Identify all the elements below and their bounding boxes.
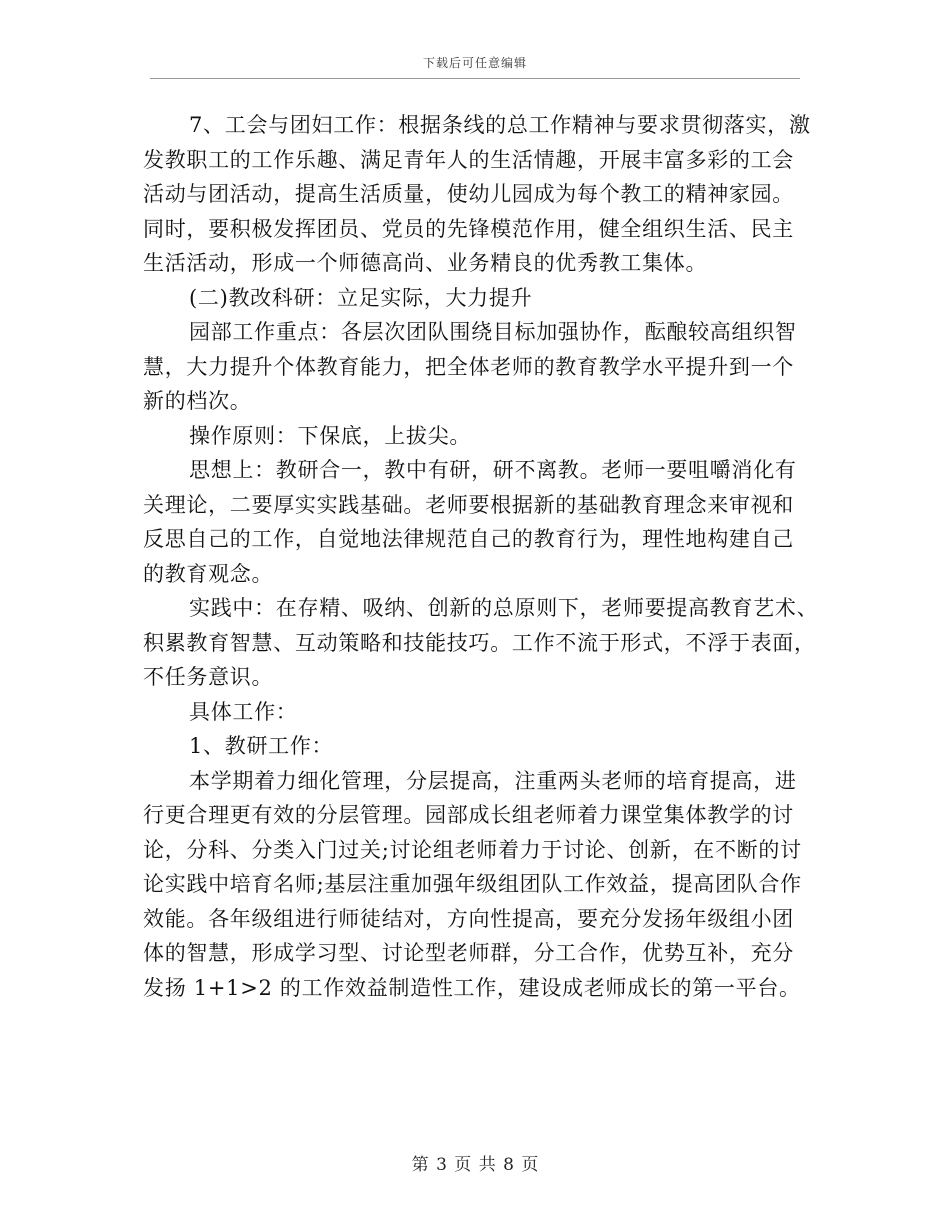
page-footer: 第 3 页 共 8 页	[411, 1155, 539, 1175]
paragraph	[143, 108, 811, 281]
text-line: 同时，要积极发挥团员、党员的先锋模范作用，健全组织生活、民主	[143, 216, 794, 241]
paragraph	[143, 315, 811, 419]
header-rule	[150, 78, 800, 79]
text-line: 行更合理更有效的分层管理。园部成长组老师着力课堂集体教学的讨	[143, 803, 794, 827]
text-line: 效能。各年级组进行师徒结对，方向性提高，要充分发扬年级组小团	[143, 906, 794, 931]
paragraph	[143, 695, 811, 730]
paragraph	[143, 419, 811, 454]
text-line: 生活活动，形成一个师德高尚、业务精良的优秀教工集体。	[143, 251, 708, 275]
text-line: 具体工作：	[189, 699, 298, 724]
text-line: 本学期着力细化管理，分层提高，注重两头老师的培育提高，进	[189, 768, 797, 793]
text-line: 慧，大力提升个体教育能力，把全体老师的教育教学水平提升到一个	[143, 354, 794, 379]
text-line: (二)教改科研：立足实际，大力提升	[189, 285, 533, 310]
text-line: 实践中：在存精、吸纳、创新的总原则下，老师要提高教育艺术、	[189, 596, 819, 620]
text-line: 7、工会与团妇工作：根据条线的总工作精神与要求贯彻落实，激	[189, 113, 811, 137]
paragraph	[143, 281, 811, 316]
text-line: 的教育观念。	[143, 561, 274, 586]
text-line: 活动与团活动，提高生活质量，使幼儿园成为每个教工的精神家园。	[143, 182, 794, 206]
text-line: 发扬 1+1>2 的工作效益制造性工作，建设成老师成长的第一平台。	[143, 975, 801, 1000]
text-line: 反思自己的工作，自觉地法律规范自己的教育行为，理性地构建自己	[143, 527, 794, 551]
document-body	[143, 108, 819, 1005]
text-line: 新的档次。	[143, 389, 252, 413]
text-line: 1、教研工作：	[189, 734, 334, 758]
text-line: 论，分科、分类入门过关;讨论组老师着力于讨论、创新，在不断的讨	[143, 837, 802, 862]
text-line: 不任务意识。	[143, 665, 274, 689]
text-line: 操作原则：下保底，上拔尖。	[189, 423, 472, 448]
text-line: 发教职工的工作乐趣、满足青年人的生活情趣，开展丰富多彩的工会	[143, 147, 794, 172]
paragraph	[143, 764, 811, 1006]
paragraph	[143, 591, 819, 695]
text-line: 思想上：教研合一，教中有研，研不离教。老师一要咀嚼消化有	[189, 458, 797, 482]
text-line: 园部工作重点：各层次团队围绕目标加强协作，酝酿较高组织智	[189, 320, 797, 344]
text-line: 体的智慧，形成学习型、讨论型老师群，分工合作，优势互补，充分	[143, 941, 794, 965]
page-header: 下载后可任意编辑	[422, 56, 527, 70]
text-line: 论实践中培育名师;基层注重加强年级组团队工作效益，提高团队合作	[143, 872, 802, 896]
paragraph	[143, 453, 811, 591]
text-line: 积累教育智慧、互动策略和技能技巧。工作不流于形式，不浮于表面，	[143, 630, 816, 655]
text-line: 关理论，二要厚实实践基础。老师要根据新的基础教育理念来审视和	[143, 492, 794, 517]
paragraph	[143, 729, 811, 764]
